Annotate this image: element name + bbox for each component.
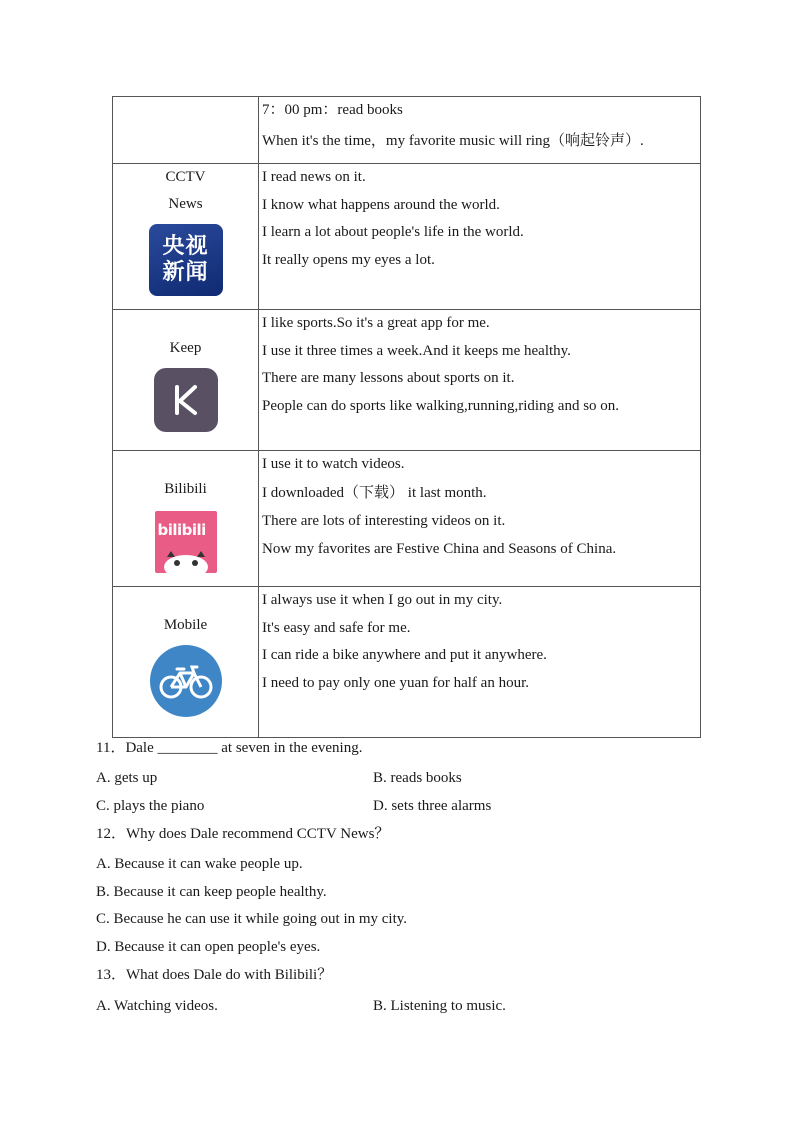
question-stem: 12．Why does Dale recommend CCTV News？ <box>96 826 390 842</box>
answer-option[interactable]: B. Because it can keep people healthy. <box>96 884 327 900</box>
answer-option[interactable]: C. plays the piano <box>96 798 205 814</box>
description-line: I read news on it. <box>262 169 366 185</box>
description-line: People can do sports like walking,running,riding and so on. <box>262 397 620 414</box>
app-name: Mobile <box>163 617 208 633</box>
mascot-icon <box>155 511 217 573</box>
description-line: There are many lessons about sports on it. <box>262 370 515 386</box>
keep-k-glyph <box>166 380 206 420</box>
description-line: There are lots of interesting videos on it. <box>262 513 506 529</box>
description-line: I use it to watch videos. <box>262 456 405 472</box>
bilibili-logo-text: bilibili <box>157 521 206 539</box>
bicycle-app-icon <box>150 645 222 717</box>
app-description-cell <box>259 164 701 310</box>
answer-option[interactable]: A. Because it can wake people up. <box>96 856 303 872</box>
description-line: I know what happens around the world. <box>262 196 500 213</box>
answer-option[interactable]: A. gets up <box>96 770 158 786</box>
app-name: News <box>168 196 203 212</box>
answer-option[interactable]: D. Because it can open people's eyes. <box>96 939 321 955</box>
table-row <box>113 97 701 164</box>
question-stem: 11．Dale ________ at seven in the evening. <box>96 740 363 756</box>
question-stem: 13．What does Dale do with Bilibili？ <box>96 967 333 983</box>
app-name: Bilibili <box>164 481 207 497</box>
description-line: I like sports.So it's a great app for me. <box>262 315 490 331</box>
bilibili-app-icon <box>155 511 217 573</box>
app-name: Keep <box>169 340 202 356</box>
icon-text: 新闻 <box>162 260 209 285</box>
answer-option[interactable]: C. Because he can use it while going out in my city. <box>96 911 408 927</box>
app-name-cell <box>113 451 259 587</box>
app-description-cell <box>259 587 701 738</box>
answer-option[interactable]: B. Listening to music. <box>373 998 506 1014</box>
cctv-news-app-icon <box>149 224 223 296</box>
answer-option[interactable]: D. sets three alarms <box>373 798 492 814</box>
description-line: It's easy and safe for me. <box>262 619 411 636</box>
table-row <box>113 451 701 587</box>
description-line: I need to pay only one yuan for half an hour. <box>262 674 530 691</box>
answer-option[interactable]: A. Watching videos. <box>96 998 218 1014</box>
description-line: I always use it when I go out in my city. <box>262 592 503 608</box>
app-name-cell <box>113 310 259 451</box>
app-name-cell <box>113 164 259 310</box>
description-line: I learn a lot about people's life in the world. <box>262 224 524 240</box>
app-name-cell <box>113 97 259 164</box>
description-line: 7：00 pm：read books <box>262 102 403 118</box>
app-name: CCTV <box>165 169 206 185</box>
description-line: I can ride a bike anywhere and put it anywhere. <box>262 647 547 663</box>
app-description-cell <box>259 97 701 164</box>
app-description-cell <box>259 451 701 587</box>
table-row <box>113 164 701 310</box>
description-line: It really opens my eyes a lot. <box>262 251 435 268</box>
description-line: Now my favorites are Festive China and Seasons of China. <box>262 540 617 557</box>
app-description-cell <box>259 310 701 451</box>
icon-text: 央视 <box>162 234 209 259</box>
table-row <box>113 310 701 451</box>
keep-app-icon <box>154 368 218 432</box>
description-line: I downloaded（下载） it last month. <box>262 484 487 501</box>
bicycle-icon <box>158 661 214 701</box>
table-row <box>113 587 701 738</box>
app-name-cell <box>113 587 259 738</box>
answer-option[interactable]: B. reads books <box>373 770 462 786</box>
description-line: When it's the time，my favorite music will ring（响起铃声）. <box>262 132 644 149</box>
apps-table <box>112 96 701 738</box>
description-line: I use it three times a week.And it keeps me healthy. <box>262 342 571 359</box>
